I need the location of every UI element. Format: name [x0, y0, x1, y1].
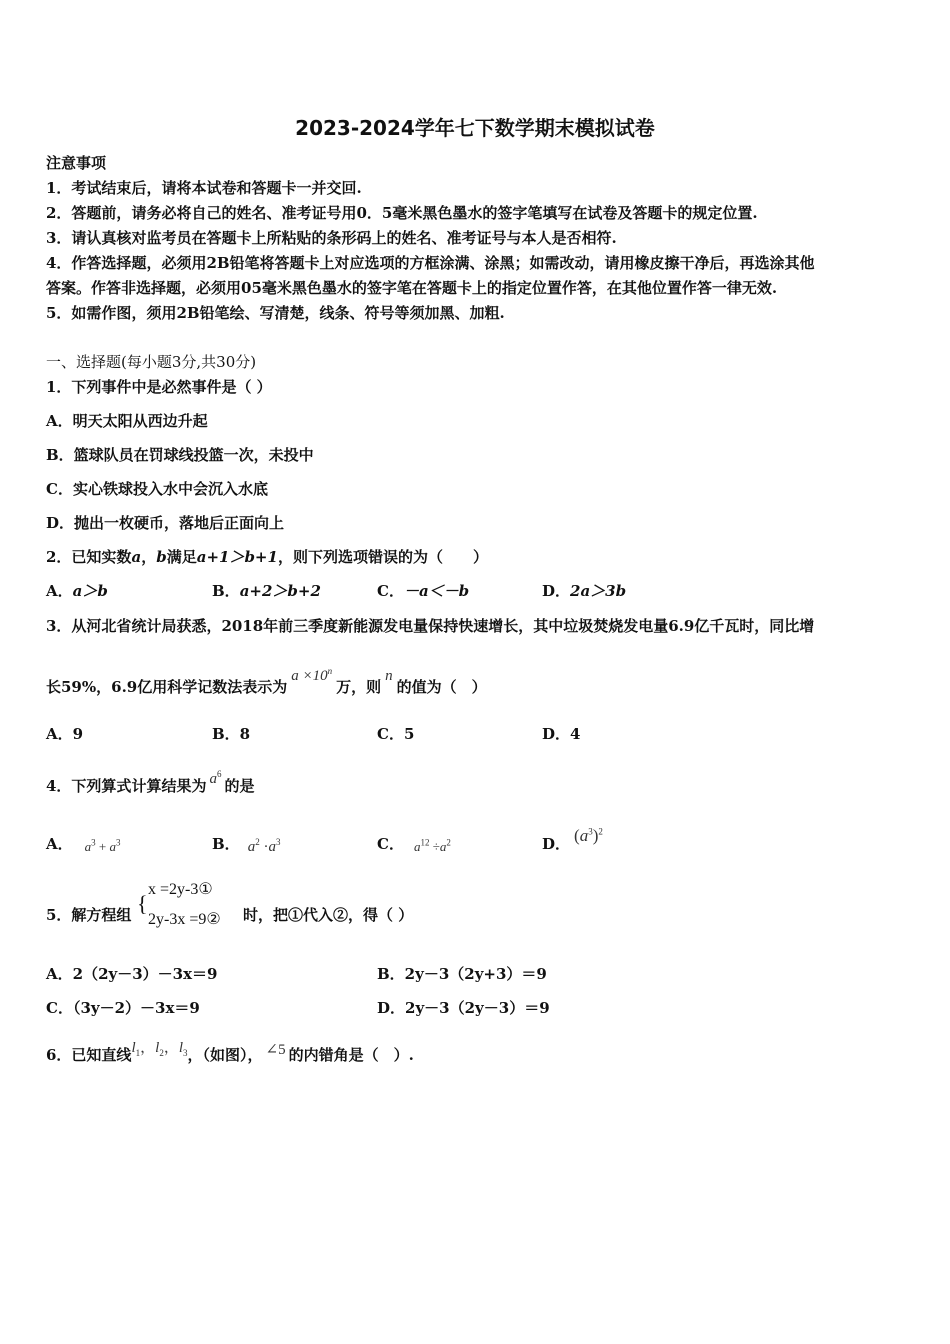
- section-heading: 一、选择题(每小题3分,共30分): [46, 353, 257, 371]
- notice-item: 2．答题前，请务必将自己的姓名、准考证号用0．5毫米黑色墨水的签字笔填写在试卷及答题卡的规定位置.: [46, 204, 758, 222]
- q2-option-b: B．a+2＞b+2: [212, 582, 321, 600]
- equation-brace: {: [137, 891, 148, 916]
- q3-option-b: B．8: [212, 725, 251, 743]
- q1-stem: 1．下列事件中是必然事件是（ ）: [46, 378, 272, 396]
- q3-line2: 长59%，6.9亿用科学记数法表示为$a \times 10^n$万，则n的值为（ ）: [46, 666, 487, 696]
- q5-equation-2: 2y-3x =9②: [148, 911, 221, 928]
- q1-option-a: A．明天太阳从西边升起: [46, 412, 208, 430]
- q2-stem: 2．已知实数a，b满足a+1＞b+1，则下列选项错误的为（ ）: [46, 548, 488, 566]
- notice-heading: 注意事项: [46, 154, 107, 172]
- q3-option-d: D．4: [542, 725, 581, 743]
- q4-option-a: A． $a^3 + a^3$: [46, 835, 121, 854]
- q1-option-c: C．实心铁球投入水中会沉入水底: [46, 480, 268, 498]
- q1-option-d: D．抛出一枚硬币，落地后正面向上: [46, 514, 285, 532]
- q5-option-b: B．2y－3（2y+3）＝9: [377, 965, 547, 983]
- q2-option-d: D．2a＞3b: [542, 582, 627, 600]
- notice-item: 5．如需作图，须用2B铅笔绘、写清楚，线条、符号等须加黑、加粗.: [46, 304, 505, 322]
- q5-stem-b: 时，把①代入②，得（ ）: [243, 906, 414, 924]
- q6-stem: 6．已知直线$l_1$，$l_2$，$l_3$，（如图）， ∠5 的内错角是（ ）.: [46, 1040, 414, 1064]
- q2-option-a: A．a＞b: [46, 582, 108, 600]
- q4-stem: 4．下列算式计算结果为 $a^6$的是: [46, 769, 255, 795]
- q5-option-a: A．2（2y－3）－3x＝9: [46, 965, 218, 983]
- q1-option-b: B．篮球队员在罚球线投篮一次，未投中: [46, 446, 314, 464]
- q4-option-b: B． $a^2 \cdot a^3$: [212, 835, 281, 855]
- notice-item: 4．作答选择题，必须用2B铅笔将答题卡上对应选项的方框涂满、涂黑；如需改动，请用橡皮擦干净后，再选涂其他: [46, 254, 815, 272]
- notice-item: 1．考试结束后，请将本试卷和答题卡一并交回.: [46, 179, 362, 197]
- q5-stem-a: 5．解方程组: [46, 906, 132, 924]
- notice-item: 3．请认真核对监考员在答题卡上所粘贴的条形码上的姓名、准考证号与本人是否相符.: [46, 229, 617, 247]
- q5-equation-1: x =2y-3①: [148, 881, 213, 898]
- q4-option-d: D． $(a^3)^2$: [542, 826, 603, 853]
- q3-line1: 3．从河北省统计局获悉，2018年前三季度新能源发电量保持快速增长，其中垃圾焚烧发电量6.9亿千瓦时，同比增: [46, 617, 815, 635]
- q4-option-c: C． $a^{12} \div a^2$: [377, 835, 451, 854]
- page-title: 2023-2024学年七下数学期末模拟试卷: [295, 116, 655, 140]
- q3-option-a: A．9: [46, 725, 84, 743]
- notice-item: 答案。作答非选择题，必须用05毫米黑色墨水的签字笔在答题卡上的指定位置作答，在其他位置作答一律无效.: [46, 279, 778, 297]
- q5-option-c: C．（3y－2）－3x＝9: [46, 999, 200, 1017]
- q5-option-d: D．2y－3（2y－3）＝9: [377, 999, 550, 1017]
- q3-option-c: C．5: [377, 725, 415, 743]
- q2-option-c: C．－a＜－b: [377, 582, 470, 600]
